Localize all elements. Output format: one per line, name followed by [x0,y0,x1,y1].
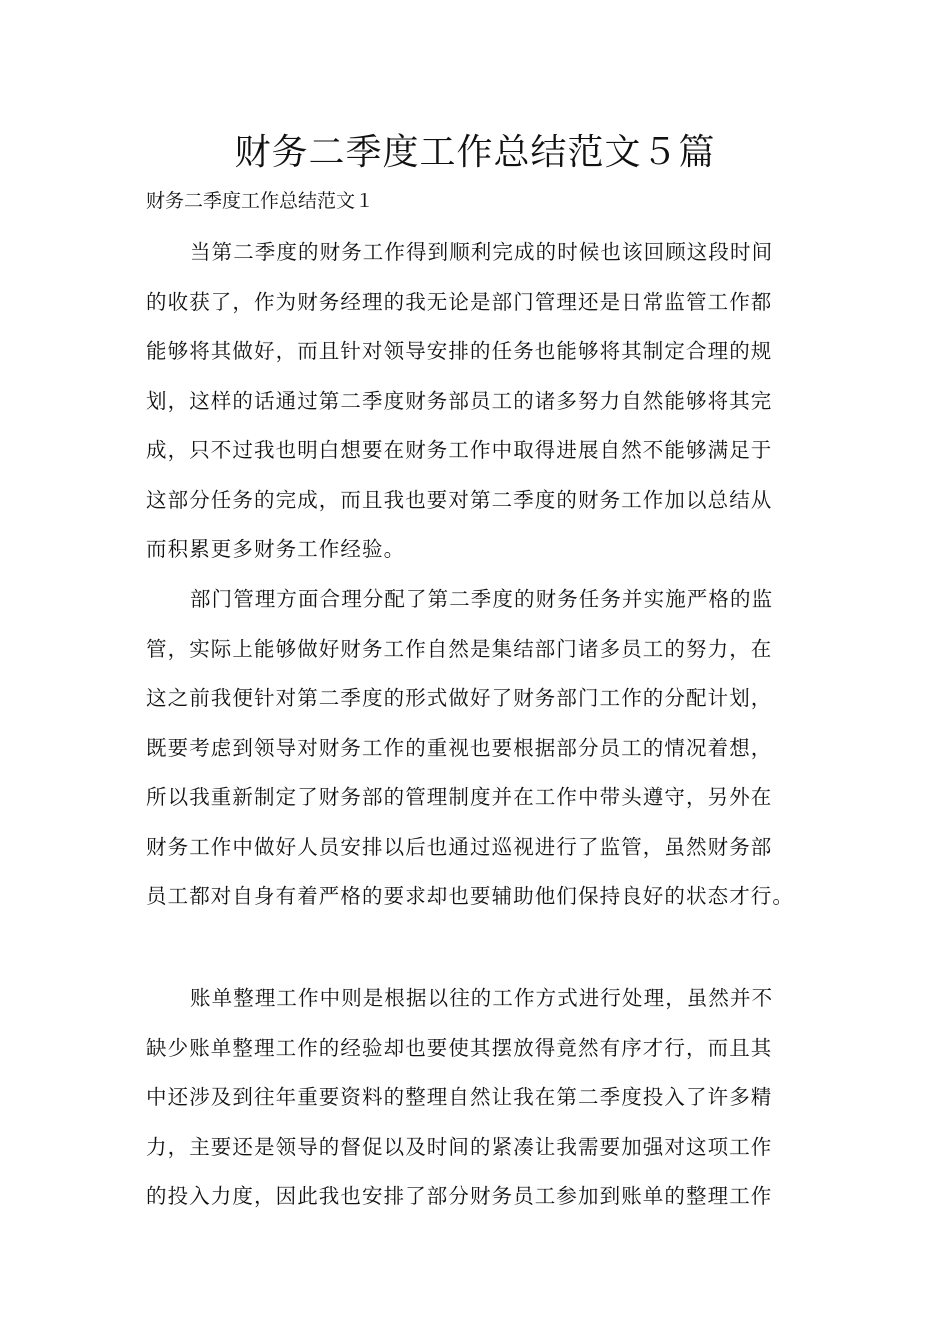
paragraph-line: 部门管理方面合理分配了第二季度的财务任务并实施严格的监 [190,587,774,611]
paragraph-line: 管，实际上能够做好财务工作自然是集结部门诸多员工的努力，在 [146,636,773,661]
paragraph-line: 当第二季度的财务工作得到顺利完成的时候也该回顾这段时间 [190,240,774,264]
paragraph-line: 账单整理工作中则是根据以往的工作方式进行处理，虽然并不 [190,986,774,1010]
paragraph-line: 这部分任务的完成，而且我也要对第二季度的财务工作加以总结从 [146,487,773,512]
paragraph-line: 缺少账单整理工作的经验却也要使其摆放得竟然有序才行，而且其 [146,1035,773,1060]
paragraph-line: 所以我重新制定了财务部的管理制度并在工作中带头遵守，另外在 [146,785,773,809]
paragraph-3 [146,974,810,1222]
document-subtitle: 财务二季度工作总结范文１ [146,190,375,212]
paragraph-1 [146,228,810,575]
paragraph-line: 划，这样的话通过第二季度财务部员工的诸多努力自然能够将其完 [146,388,773,413]
paragraph-line: 中还涉及到往年重要资料的整理自然让我在第二季度投入了许多精 [146,1085,773,1109]
paragraph-line: 的收获了，作为财务经理的我无论是部门管理还是日常监管工作都 [146,289,773,314]
paragraph-line: 能够将其做好，而且针对领导安排的任务也能够将其制定合理的规 [146,339,773,363]
paragraph-line: 力，主要还是领导的督促以及时间的紧凑让我需要加强对这项工作 [146,1134,773,1159]
paragraph-line: 这之前我便针对第二季度的形式做好了财务部门工作的分配计划， [146,686,773,710]
paragraph-line: 成，只不过我也明白想要在财务工作中取得进展自然不能够满足于 [146,438,773,462]
paragraph-2 [146,575,810,922]
document-title: 财务二季度工作总结范文５篇 [234,132,716,173]
paragraph-line: 既要考虑到领导对财务工作的重视也要根据部分员工的情况着想， [146,735,773,760]
paragraph-line: 的投入力度，因此我也安排了部分财务员工参加到账单的整理工作 [146,1184,773,1208]
paragraph-line: 财务工作中做好人员安排以后也通过巡视进行了监管，虽然财务部 [146,834,773,859]
paragraph-line: 而积累更多财务工作经验。 [146,537,406,561]
paragraph-line: 员工都对自身有着严格的要求却也要辅助他们保持良好的状态才行。 [146,884,794,908]
